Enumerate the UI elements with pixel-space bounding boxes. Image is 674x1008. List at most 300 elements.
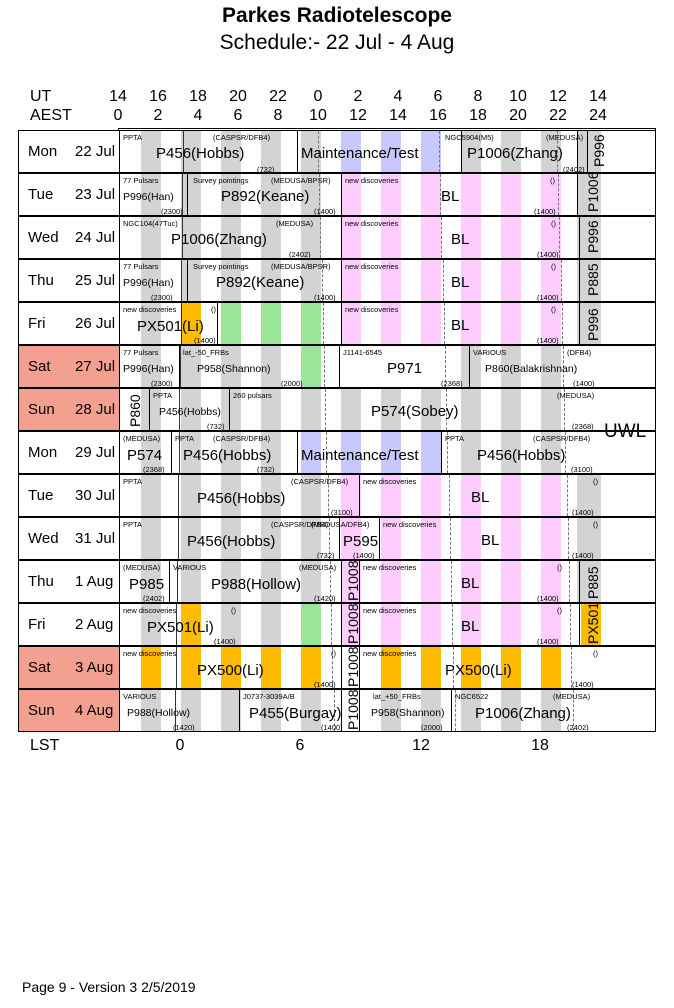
block-annotation[interactable]: new discoveries: [345, 262, 399, 271]
block-annotation[interactable]: new discoveries: [123, 649, 177, 658]
day-date: 26 Jul: [75, 315, 116, 332]
block-annotation[interactable]: (2300): [161, 207, 183, 216]
aest-tick: 24: [589, 107, 607, 124]
day-name: Tue: [28, 487, 54, 504]
block-annotation[interactable]: (732): [257, 465, 275, 474]
lst-guide: [439, 131, 440, 172]
aest-tick: 8: [273, 107, 283, 124]
ut-tick: 14: [109, 88, 127, 105]
project-label[interactable]: P958(Shannon): [371, 707, 445, 719]
day-name: Tue: [28, 186, 54, 203]
vertical-project-label[interactable]: P1008: [345, 603, 361, 644]
lst-guide: [570, 604, 571, 645]
vertical-project-label[interactable]: P885: [585, 566, 601, 599]
block-annotation[interactable]: PPTA: [123, 477, 143, 486]
schedule-row: [18, 216, 656, 259]
time-slot-stripe: [501, 389, 521, 430]
block-annotation[interactable]: NGC104(47Tuc): [123, 219, 178, 228]
block-divider: [179, 346, 180, 387]
block-annotation[interactable]: (1400): [321, 723, 343, 732]
ut-tick: 2: [353, 88, 363, 105]
project-label[interactable]: P574(Sobey): [371, 403, 459, 420]
block-annotation[interactable]: (MEDUSA): [546, 133, 584, 142]
time-slot-stripe: [541, 475, 561, 516]
block-annotation[interactable]: (2402): [289, 250, 311, 259]
schedule-subtitle: Schedule:- 22 Jul - 4 Aug: [219, 31, 455, 54]
block-divider: [119, 174, 120, 215]
ut-tick: 20: [229, 88, 247, 105]
time-slot-stripe: [501, 303, 521, 344]
block-divider: [451, 690, 452, 731]
aest-tick: 14: [389, 107, 407, 124]
time-slot-stripe: [541, 518, 561, 559]
block-annotation[interactable]: (732): [207, 422, 225, 431]
day-date: 31 Jul: [75, 530, 116, 547]
block-annotation[interactable]: (1400): [534, 207, 556, 216]
block-annotation[interactable]: (): [557, 606, 562, 615]
project-label[interactable]: P996(Han): [123, 191, 174, 203]
block-annotation[interactable]: VARIOUS: [123, 692, 157, 701]
project-label[interactable]: PX501(Li): [137, 318, 204, 335]
block-divider: [297, 131, 298, 172]
block-annotation[interactable]: (732): [317, 551, 335, 560]
time-slot-stripe: [541, 647, 561, 688]
day-name: Wed: [28, 530, 59, 547]
block-annotation[interactable]: NGC5904(M5): [445, 133, 494, 142]
vertical-project-label[interactable]: P1006: [585, 171, 601, 212]
block-annotation[interactable]: new discoveries: [123, 606, 177, 615]
project-label[interactable]: PX500(Li): [445, 662, 512, 679]
block-annotation[interactable]: PPTA: [123, 520, 143, 529]
block-annotation[interactable]: Survey pointings: [193, 176, 249, 185]
time-slot-stripe: [301, 303, 321, 344]
block-annotation[interactable]: Survey pointings: [193, 262, 249, 271]
block-divider: [229, 389, 230, 430]
schedule-row: [18, 173, 656, 216]
block-annotation[interactable]: (): [593, 520, 598, 529]
project-label[interactable]: P996(Han): [123, 277, 174, 289]
block-annotation[interactable]: (1420): [314, 594, 336, 603]
lst-guide: [558, 174, 559, 215]
day-cell: [19, 389, 119, 430]
lst-guide: [441, 217, 442, 258]
day-name: Wed: [28, 229, 59, 246]
block-annotation[interactable]: (CASPSR/DFB4): [213, 133, 271, 142]
block-divider: [579, 561, 580, 602]
block-divider: [341, 260, 342, 301]
block-annotation[interactable]: (1420): [173, 723, 195, 732]
day-name: Sun: [28, 702, 55, 719]
day-name: Sat: [28, 358, 51, 375]
block-divider: [341, 561, 342, 602]
time-slot-stripe: [261, 647, 281, 688]
project-label[interactable]: P595: [343, 533, 379, 550]
block-divider: [359, 475, 360, 516]
block-annotation[interactable]: (MEDUSA): [299, 563, 337, 572]
block-annotation[interactable]: (1400): [353, 551, 375, 560]
block-annotation[interactable]: new discoveries: [363, 649, 417, 658]
block-divider: [579, 217, 580, 258]
project-label[interactable]: BL: [451, 274, 470, 291]
block-annotation[interactable]: (): [231, 606, 236, 615]
block-divider: [119, 389, 120, 430]
lst-tick: 12: [412, 737, 430, 754]
block-annotation[interactable]: new discoveries: [345, 176, 399, 185]
block-annotation[interactable]: (1400): [214, 637, 236, 646]
block-annotation[interactable]: (MEDUSA): [557, 391, 595, 400]
block-divider: [119, 432, 120, 473]
time-slot-stripe: [421, 260, 441, 301]
block-annotation[interactable]: (): [557, 563, 562, 572]
lst-tick: 18: [531, 737, 549, 754]
project-label[interactable]: P971: [387, 360, 423, 377]
project-label[interactable]: BL: [461, 618, 480, 635]
block-annotation[interactable]: (MEDUSA/BPSR): [271, 262, 331, 271]
block-divider: [119, 131, 120, 172]
vertical-project-label[interactable]: P996: [591, 134, 607, 167]
ut-tick: 0: [313, 88, 323, 105]
block-annotation[interactable]: new discoveries: [345, 305, 399, 314]
project-label[interactable]: P456(Hobbs): [197, 490, 286, 507]
day-date: 30 Jul: [75, 487, 116, 504]
time-slot-stripe: [301, 346, 321, 387]
block-divider: [341, 217, 342, 258]
ut-tick: 10: [509, 88, 527, 105]
day-name: Fri: [28, 616, 46, 633]
page-title: Parkes Radiotelescope: [222, 4, 452, 27]
project-label[interactable]: P456(Hobbs): [183, 447, 272, 464]
project-label[interactable]: P958(Shannon): [197, 363, 271, 375]
block-annotation[interactable]: (MEDUSA): [123, 434, 161, 443]
ut-tick: 18: [189, 88, 207, 105]
project-label[interactable]: BL: [451, 317, 470, 334]
block-annotation[interactable]: 77 Pulsars: [123, 262, 159, 271]
block-annotation[interactable]: (2300): [151, 379, 173, 388]
block-annotation[interactable]: new discoveries: [383, 520, 437, 529]
time-slot-stripe: [501, 604, 521, 645]
block-annotation[interactable]: new discoveries: [363, 477, 417, 486]
block-annotation[interactable]: (DFB4): [567, 348, 592, 357]
block-annotation[interactable]: (1400): [573, 379, 595, 388]
block-annotation[interactable]: (CASPSR/DFB4): [533, 434, 591, 443]
project-label[interactable]: BL: [471, 489, 490, 506]
lst-tick: 0: [175, 737, 185, 754]
block-annotation[interactable]: (2368): [572, 422, 594, 431]
day-cell: [19, 475, 119, 516]
project-label[interactable]: P985: [129, 576, 165, 593]
time-slot-stripe: [421, 475, 441, 516]
project-label[interactable]: PX500(Li): [197, 662, 264, 679]
block-annotation[interactable]: (MEDUSA): [276, 219, 314, 228]
project-label[interactable]: P1006(Zhang): [475, 705, 571, 722]
aest-tick: 6: [233, 107, 243, 124]
block-divider: [587, 131, 588, 172]
block-annotation[interactable]: new discoveries: [363, 563, 417, 572]
block-annotation[interactable]: (1400): [314, 680, 336, 689]
lst-guide: [181, 260, 182, 301]
lst-guide: [561, 260, 562, 301]
block-annotation[interactable]: (1400): [537, 336, 559, 345]
block-annotation[interactable]: (): [550, 176, 555, 185]
block-divider: [119, 690, 120, 731]
block-annotation[interactable]: 77 Pulsars: [123, 348, 159, 357]
vertical-project-label[interactable]: P996: [585, 220, 601, 253]
project-label[interactable]: BL: [441, 188, 460, 205]
ut-label: UT: [30, 88, 52, 105]
time-slot-stripe: [501, 475, 521, 516]
block-divider: [297, 432, 298, 473]
day-name: Sun: [28, 401, 55, 418]
aest-tick: 22: [549, 107, 567, 124]
vertical-project-label[interactable]: P1008: [345, 689, 361, 730]
time-slot-stripe: [421, 174, 441, 215]
day-name: Fri: [28, 315, 46, 332]
block-divider: [119, 217, 120, 258]
block-annotation[interactable]: (1400): [572, 551, 594, 560]
vertical-project-label[interactable]: P885: [585, 263, 601, 296]
block-annotation[interactable]: J0737-3039A/B: [243, 692, 295, 701]
day-date: 27 Jul: [75, 358, 116, 375]
day-date: 23 Jul: [75, 186, 116, 203]
block-annotation[interactable]: (): [551, 219, 556, 228]
time-slot-stripe: [221, 303, 241, 344]
schedule-row: [18, 603, 656, 646]
day-name: Thu: [28, 272, 54, 289]
day-cell: [19, 432, 119, 473]
block-annotation[interactable]: (1400): [572, 508, 594, 517]
schedule-row: [18, 259, 656, 302]
aest-label: AEST: [30, 107, 72, 124]
time-slot-stripe: [341, 389, 361, 430]
time-slot-stripe: [501, 518, 521, 559]
lst-guide: [559, 217, 560, 258]
block-annotation[interactable]: (2402): [143, 594, 165, 603]
time-slot-stripe: [421, 217, 441, 258]
aest-tick: 20: [509, 107, 527, 124]
project-label[interactable]: P996(Han): [123, 363, 174, 375]
time-slot-stripe: [301, 389, 321, 430]
block-divider: [119, 475, 120, 516]
day-cell: [19, 260, 119, 301]
block-annotation[interactable]: (): [593, 649, 598, 658]
block-annotation[interactable]: (CASPSR/DFB4): [213, 434, 271, 443]
schedule-row: [18, 431, 656, 474]
block-divider: [217, 303, 218, 344]
time-slot-stripe: [421, 561, 441, 602]
lst-label: LST: [30, 737, 60, 754]
block-annotation[interactable]: (3100): [571, 465, 593, 474]
vertical-project-label[interactable]: PX501: [585, 601, 601, 644]
block-divider: [379, 518, 380, 559]
block-annotation[interactable]: (1400): [537, 637, 559, 646]
day-cell: [19, 303, 119, 344]
vertical-project-label[interactable]: P860: [127, 394, 143, 427]
project-label[interactable]: P456(Hobbs): [156, 145, 245, 162]
block-annotation[interactable]: (732): [257, 165, 275, 174]
time-slot-stripe: [141, 518, 161, 559]
block-annotation[interactable]: (1400): [537, 594, 559, 603]
block-annotation[interactable]: VARIOUS: [173, 563, 207, 572]
schedule-row: [18, 388, 656, 431]
project-label[interactable]: PX501(Li): [147, 619, 214, 636]
ut-tick: 4: [393, 88, 403, 105]
time-slot-stripe: [501, 217, 521, 258]
time-slot-stripe: [261, 604, 281, 645]
aest-tick: 18: [469, 107, 487, 124]
block-annotation[interactable]: (1400): [314, 293, 336, 302]
block-divider: [171, 432, 172, 473]
project-label[interactable]: P988(Hollow): [127, 707, 191, 719]
block-divider: [119, 303, 120, 344]
lst-guide: [178, 475, 179, 516]
block-annotation[interactable]: (2402): [563, 165, 585, 174]
lst-guide: [443, 260, 444, 301]
project-label[interactable]: P1006(Zhang): [171, 231, 267, 248]
block-annotation[interactable]: (): [331, 649, 336, 658]
ut-tick: 22: [269, 88, 287, 105]
vertical-project-label[interactable]: P1008: [345, 560, 361, 601]
block-annotation[interactable]: lat_+50_FRBs: [373, 692, 421, 701]
block-annotation[interactable]: NGC6522: [455, 692, 489, 701]
day-date: 1 Aug: [75, 573, 114, 590]
page-footer: Page 9 - Version 3 2/5/2019: [22, 979, 196, 995]
project-label[interactable]: BL: [451, 231, 470, 248]
block-annotation[interactable]: (): [211, 305, 216, 314]
block-annotation[interactable]: J1141-6545: [343, 348, 383, 357]
project-label[interactable]: P456(Hobbs): [477, 447, 566, 464]
aest-tick: 10: [309, 107, 327, 124]
time-slot-stripe: [221, 690, 241, 731]
lst-guide: [568, 518, 569, 559]
project-label[interactable]: P892(Keane): [221, 188, 310, 205]
lst-guide: [444, 303, 445, 344]
block-annotation[interactable]: (1400): [194, 336, 216, 345]
lst-guide: [320, 217, 321, 258]
block-annotation[interactable]: (CASPSR/DFB4): [291, 477, 349, 486]
block-divider: [119, 346, 120, 387]
block-divider: [441, 432, 442, 473]
block-annotation[interactable]: 77 Pulsars: [123, 176, 159, 185]
ut-tick: 12: [549, 88, 567, 105]
time-slot-stripe: [501, 561, 521, 602]
schedule-row: [18, 560, 656, 603]
day-cell: [19, 346, 119, 387]
ut-tick: 8: [473, 88, 483, 105]
schedule-row: [18, 517, 656, 560]
block-annotation[interactable]: VARIOUS: [473, 348, 507, 357]
block-annotation[interactable]: (2300): [151, 293, 173, 302]
day-cell: [19, 647, 119, 688]
project-label[interactable]: BL: [461, 575, 480, 592]
day-name: Mon: [28, 444, 58, 461]
block-annotation[interactable]: (): [593, 477, 598, 486]
day-date: 29 Jul: [75, 444, 116, 461]
schedule-row: [18, 345, 656, 388]
day-date: 4 Aug: [75, 702, 114, 719]
block-annotation[interactable]: new discoveries: [345, 219, 399, 228]
schedule-row: [18, 130, 656, 173]
time-slot-stripe: [421, 647, 441, 688]
project-label[interactable]: P574: [127, 447, 163, 464]
block-divider: [579, 604, 580, 645]
block-annotation[interactable]: (MEDUSA): [553, 692, 591, 701]
block-annotation[interactable]: PPTA: [445, 434, 465, 443]
block-annotation[interactable]: (2402): [567, 723, 589, 732]
block-divider: [341, 174, 342, 215]
day-date: 2 Aug: [75, 616, 114, 633]
block-annotation[interactable]: (2000): [421, 723, 443, 732]
day-date: 25 Jul: [75, 272, 116, 289]
block-annotation[interactable]: PPTA: [153, 391, 173, 400]
block-annotation[interactable]: PPTA: [123, 133, 143, 142]
block-divider: [577, 174, 578, 215]
receiver-label: UWL: [604, 421, 647, 442]
project-label[interactable]: P988(Hollow): [211, 576, 302, 593]
lst-guide: [331, 604, 332, 645]
block-annotation[interactable]: (MEDUSA/DFB4): [311, 520, 370, 529]
vertical-project-label[interactable]: P996: [585, 308, 601, 341]
block-annotation[interactable]: new discoveries: [123, 305, 177, 314]
project-label[interactable]: Maintenance/Test: [301, 145, 419, 162]
block-annotation[interactable]: (2368): [441, 379, 463, 388]
project-label[interactable]: Maintenance/Test: [301, 447, 419, 464]
lst-guide: [178, 518, 179, 559]
block-divider: [341, 604, 342, 645]
block-annotation[interactable]: (1400): [537, 293, 559, 302]
project-label[interactable]: P860(Balakrishnan): [485, 363, 578, 375]
day-cell: [19, 131, 119, 172]
lst-guide: [325, 389, 326, 430]
block-annotation[interactable]: (CASPSR/DFB4): [271, 520, 329, 529]
block-annotation[interactable]: (): [551, 305, 556, 314]
block-annotation[interactable]: lat_-50_FRBs: [183, 348, 229, 357]
lst-guide: [567, 475, 568, 516]
time-slot-stripe: [461, 518, 481, 559]
block-annotation[interactable]: (1400): [572, 680, 594, 689]
time-slot-stripe: [421, 604, 441, 645]
block-annotation[interactable]: (3100): [331, 508, 353, 517]
block-divider: [149, 389, 150, 430]
project-label[interactable]: P455(Burgay): [249, 705, 342, 722]
day-cell: [19, 604, 119, 645]
project-label[interactable]: P892(Keane): [216, 274, 305, 291]
project-label[interactable]: P456(Hobbs): [159, 406, 221, 418]
block-annotation[interactable]: (2000): [281, 379, 303, 388]
project-label[interactable]: P1006(Zhang): [467, 145, 563, 162]
block-annotation[interactable]: new discoveries: [363, 606, 417, 615]
block-divider: [341, 647, 342, 688]
aest-tick: 0: [113, 107, 123, 124]
project-label[interactable]: BL: [481, 532, 500, 549]
ut-tick: 14: [589, 88, 607, 105]
block-annotation[interactable]: (1400): [537, 250, 559, 259]
lst-guide: [324, 346, 325, 387]
block-annotation[interactable]: (MEDUSA): [123, 563, 161, 572]
block-annotation[interactable]: (MEDUSA/BPSR): [271, 176, 331, 185]
block-annotation[interactable]: (): [551, 262, 556, 271]
time-slot-stripe: [461, 389, 481, 430]
day-cell: [19, 690, 119, 731]
block-annotation[interactable]: (2368): [143, 465, 165, 474]
block-annotation[interactable]: 260 pulsars: [233, 391, 272, 400]
block-annotation[interactable]: PPTA: [175, 434, 195, 443]
project-label[interactable]: P456(Hobbs): [187, 533, 276, 550]
block-annotation[interactable]: (1400): [314, 207, 336, 216]
block-divider: [579, 260, 580, 301]
vertical-project-label[interactable]: P1008: [345, 646, 361, 687]
block-divider: [187, 260, 188, 301]
block-divider: [119, 561, 120, 602]
